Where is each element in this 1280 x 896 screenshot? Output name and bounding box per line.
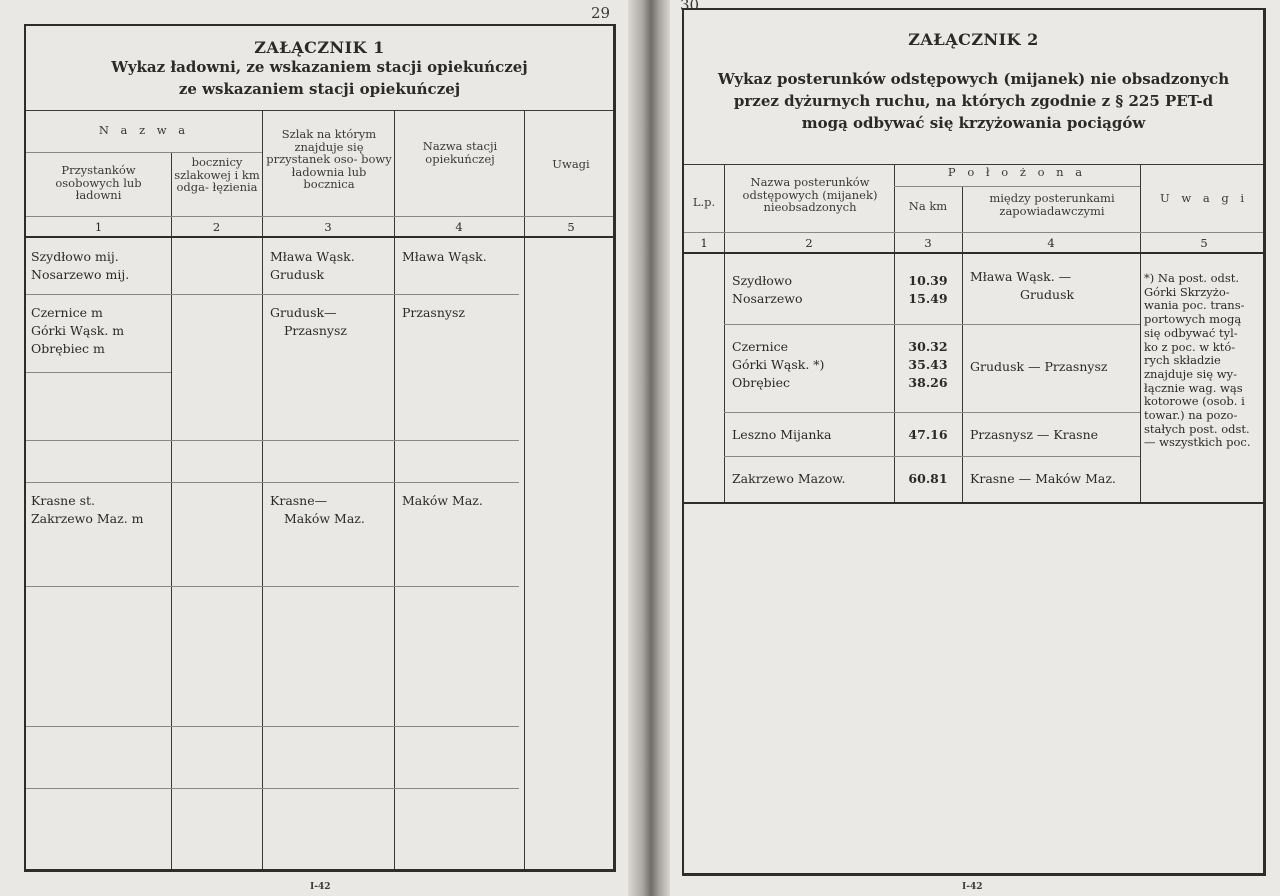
number-row-rule [684,232,1263,233]
col-number: 3 [324,220,332,234]
page-footer: I-42 [962,882,983,892]
route-cell [270,492,365,528]
remark-line: ko z poc. w któ- [1144,339,1236,354]
remark-line: rych składzie [1144,353,1221,368]
route-cell [270,248,355,284]
remark-line: łącznie wag. wąs [1144,380,1243,395]
col-divider [1140,164,1141,502]
list-item [732,338,824,392]
remarks-cell [1144,272,1266,450]
km-value: 47.16 [908,427,948,442]
table-bottom-rule [684,502,1263,504]
body-top-rule [684,252,1263,254]
between-text: Grudusk [1020,287,1075,302]
col-number: 1 [700,236,708,250]
header-col3: Szlak na którym znajduje się przystanek oso- bowy ładownia lub bocznica [266,127,392,191]
between-text: Przasnysz — Krasne [970,427,1099,442]
post-name: Leszno Mijanka [732,427,832,442]
col-number: 2 [212,220,221,234]
post-name: Szydłowo [732,273,793,288]
col-number: 5 [567,220,575,234]
list-item [732,272,803,308]
header-col1: Przystanków osobowych lub ładowni [55,163,142,202]
between-cell [970,268,1074,304]
annex-title: ZAŁĄCZNIK 1 [254,38,385,57]
col-number: 3 [924,236,932,250]
col-number: 4 [1047,236,1055,250]
remark-line: znajduje się wy- [1144,366,1237,381]
col-number: 5 [1200,236,1208,250]
list-item [31,304,124,358]
station-name: Szydłowo mij. [31,249,119,264]
row-rule [724,456,1140,457]
station-name: Zakrzewo Maz. m [31,511,144,526]
page-number: 29 [591,4,611,22]
col-divider [894,164,895,502]
right-page [670,0,1280,896]
header-col4: między posterunkami zapowiadawczymi [989,191,1115,218]
row-rule [26,294,519,295]
post-name: Obrębiec [732,375,791,390]
col-number: 2 [805,236,813,250]
header-col4: Nazwa stacji opiekuńczej [422,139,498,166]
station-name: Górki Wąsk. m [31,323,125,338]
km-value: 10.39 [908,273,948,288]
care-station: Mława Wąsk. [402,249,487,264]
col-divider [962,186,963,502]
header-col2: Nazwa posterunków odstępowych (mijanek) nieobsadzonych [742,175,878,214]
km-value: 15.49 [908,291,948,306]
care-station: Maków Maz. [402,493,483,508]
annex-subtitle-line1: Wykaz posterunków odstępowych (mijanek) nie obsadzonych [717,70,1230,88]
remark-line: Górki Skrzyżo- [1144,284,1230,299]
col-number: 4 [455,220,463,234]
col-divider [724,252,725,502]
annex-subtitle-line2: ze wskazaniem stacji opiekuńczej [178,80,461,98]
route-text: Maków Maz. [284,511,365,526]
post-name: Czernice [732,339,788,354]
km-cell [894,338,962,392]
station-name: Nosarzewo mij. [31,267,130,282]
km-value: 35.43 [908,357,948,372]
remark-line: — wszystkich poc. [1144,435,1251,450]
number-row-rule [26,216,613,217]
page-number: 30 [680,0,700,14]
between-text: Krasne — Maków Maz. [970,471,1116,486]
post-name: Nosarzewo [732,291,803,306]
km-value: 60.81 [908,471,948,486]
header-rule-sub [894,186,1140,187]
annex-1-frame [24,24,616,872]
annex-2-frame [682,8,1266,876]
annex-subtitle-line3: mogą odbywać się krzyżowania pociągów [801,114,1146,132]
header-col2: bocznicy szlakowej i km odga- łęzienia [174,155,260,194]
header-col5: U w a g i [1159,191,1249,205]
route-text: Przasnysz [284,323,347,338]
remark-line: portowych mogą [1144,312,1242,327]
col-divider [171,152,172,869]
row-rule [26,440,519,441]
header-lp: L.p. [692,195,716,209]
km-value: 30.32 [908,339,948,354]
header-polozona: P o ł o ż o n a [947,165,1087,179]
row-rule [26,788,519,789]
route-cell [270,304,347,340]
post-name: Górki Wąsk. *) [732,357,825,372]
list-item [31,248,129,284]
row-rule [724,324,1140,325]
remark-line: kotorowe (osob. i [1144,394,1245,409]
header-rule-sub [26,152,262,153]
row-rule [26,726,519,727]
row-rule [26,482,519,483]
km-value: 38.26 [908,375,948,390]
page-footer: I-42 [310,882,331,892]
between-text: Mława Wąsk. — [970,269,1072,284]
annex-title: ZAŁĄCZNIK 2 [908,30,1039,49]
remark-line: stałych post. odst. [1144,421,1250,436]
col-number: 1 [94,220,103,234]
row-rule [26,372,171,373]
body-top-rule [26,236,613,238]
route-text: Grudusk [270,267,325,282]
post-name: Zakrzewo Mazow. [732,471,846,486]
remark-line: *) Na post. odst. [1144,271,1240,285]
remark-line: towar.) na pozo- [1144,408,1238,423]
header-nazwa: N a z w a [98,123,190,137]
between-text: Grudusk — Przasnysz [970,359,1108,374]
header-col3: Na km [908,199,948,213]
book-gutter [628,0,670,896]
annex-subtitle-line2: przez dyżurnych ruchu, na których zgodnie z § 225 PET-d [733,92,1214,110]
header-col5: Uwagi [552,157,590,171]
annex-subtitle-line1: Wykaz ładowni, ze wskazaniem stacji opiekuńczej [111,58,528,76]
row-rule [724,412,1140,413]
station-name: Obrębiec m [31,341,105,356]
left-page [0,0,628,896]
route-text: Grudusk— [270,305,337,320]
remark-line: wania poc. trans- [1144,298,1245,313]
care-station: Przasnysz [402,305,465,320]
station-name: Czernice m [31,305,103,320]
remark-line: się odbywać tyl- [1144,325,1238,340]
station-name: Krasne st. [31,493,96,508]
row-rule [26,586,519,587]
route-text: Krasne— [270,493,328,508]
route-text: Mława Wąsk. [270,249,355,264]
km-cell [894,272,962,308]
list-item [31,492,144,528]
